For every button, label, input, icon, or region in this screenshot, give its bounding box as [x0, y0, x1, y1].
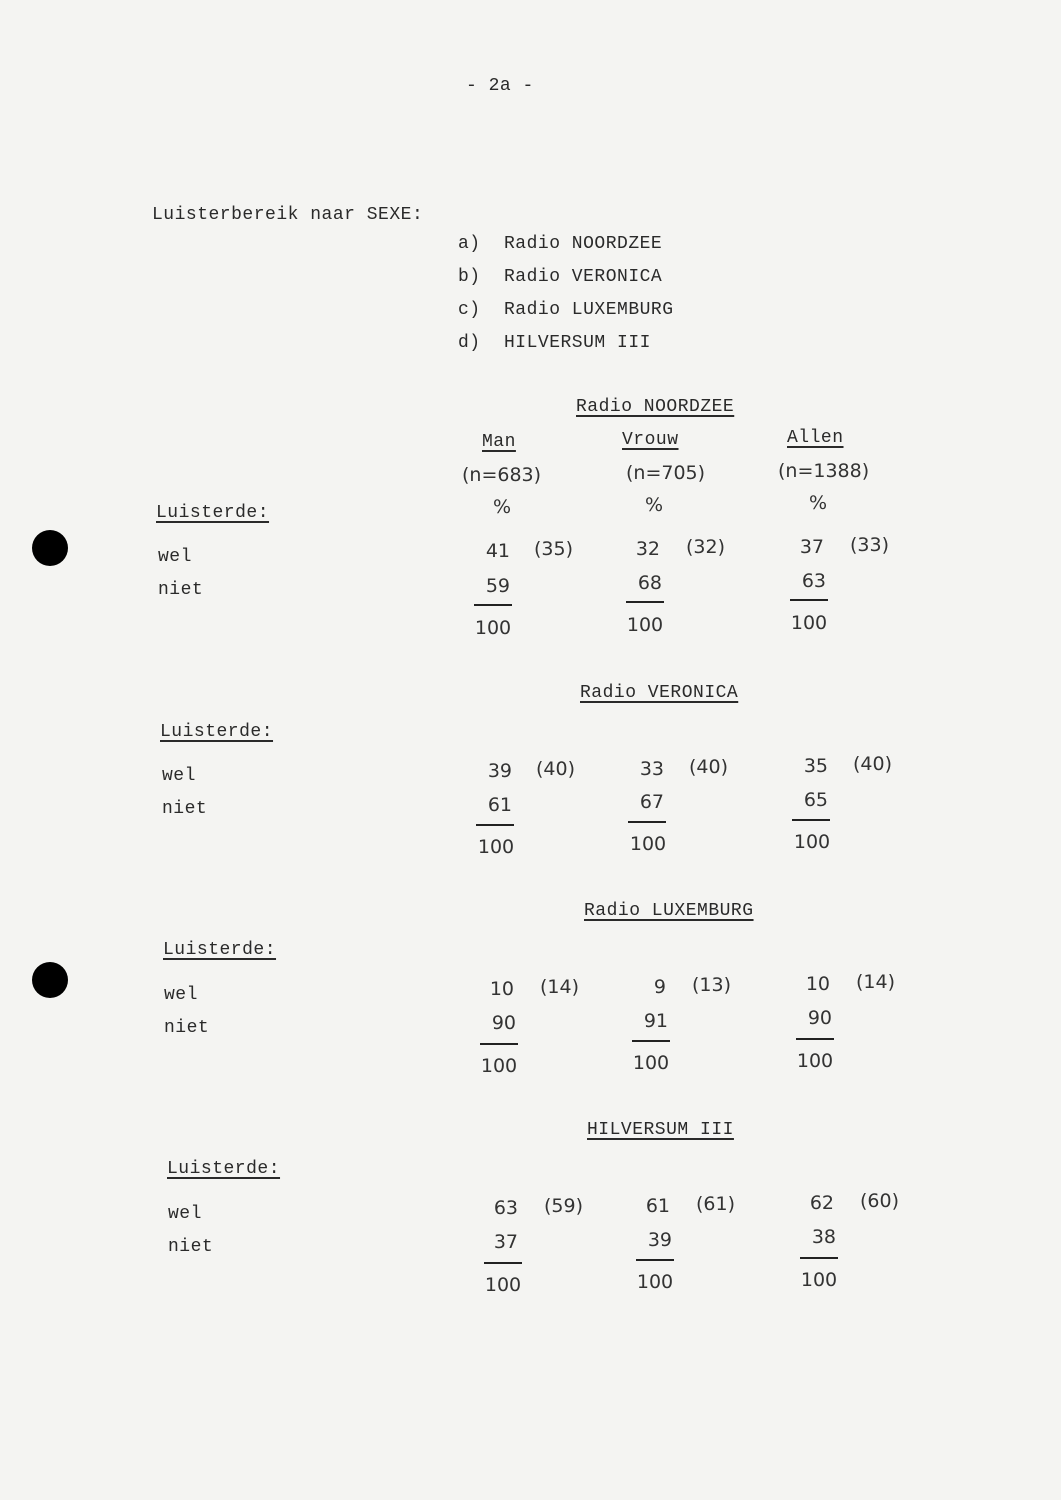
- sum-rule: [790, 599, 828, 601]
- value-prev-man: (35): [534, 538, 574, 560]
- value-wel-man: 39: [487, 760, 512, 782]
- value-total-allen: 100: [796, 1050, 834, 1072]
- station-list-item: Radio VERONICA: [504, 267, 663, 287]
- station-list-item: Radio NOORDZEE: [504, 234, 663, 254]
- value-wel-man: 63: [493, 1197, 518, 1219]
- column-header-allen: Allen: [787, 428, 844, 448]
- value-prev-allen: (60): [860, 1190, 900, 1212]
- column-n-allen: (n=1388): [778, 460, 870, 482]
- value-prev-allen: (14): [856, 971, 896, 993]
- sum-rule: [632, 1040, 670, 1042]
- value-total-man: 100: [480, 1055, 518, 1077]
- column-header-man: Man: [482, 432, 516, 452]
- row-label-wel: wel: [164, 985, 198, 1005]
- section-title: HILVERSUM III: [587, 1120, 734, 1140]
- row-group-label: Luisterde:: [156, 503, 270, 523]
- value-wel-man: 41: [485, 540, 510, 562]
- row-label-wel: wel: [162, 766, 196, 786]
- station-list-item: Radio LUXEMBURG: [504, 300, 674, 320]
- punch-hole: [32, 530, 68, 566]
- row-label-niet: niet: [164, 1018, 210, 1038]
- value-niet-man: 61: [487, 794, 512, 816]
- column-unit-vrouw: %: [644, 494, 664, 516]
- value-total-man: 100: [477, 836, 515, 858]
- column-unit-allen: %: [808, 492, 828, 514]
- value-wel-allen: 10: [805, 973, 830, 995]
- station-list-letter: d): [458, 333, 481, 353]
- station-list-letter: c): [458, 300, 481, 320]
- column-n-vrouw: (n=705): [626, 462, 706, 484]
- sum-rule: [474, 604, 512, 606]
- sum-rule: [626, 601, 664, 603]
- section-title: Radio LUXEMBURG: [584, 901, 754, 921]
- row-group-label: Luisterde:: [160, 722, 274, 742]
- value-prev-allen: (33): [850, 534, 890, 556]
- value-niet-vrouw: 91: [643, 1010, 668, 1032]
- value-wel-vrouw: 32: [635, 538, 660, 560]
- column-n-man: (n=683): [462, 464, 542, 486]
- value-niet-vrouw: 39: [647, 1229, 672, 1251]
- value-total-allen: 100: [790, 612, 828, 634]
- column-header-vrouw: Vrouw: [622, 430, 679, 450]
- row-group-label: Luisterde:: [167, 1159, 281, 1179]
- value-wel-vrouw: 61: [645, 1195, 670, 1217]
- value-wel-allen: 37: [799, 536, 824, 558]
- value-wel-allen: 62: [809, 1192, 834, 1214]
- row-group-label: Luisterde:: [163, 940, 277, 960]
- column-unit-man: %: [492, 496, 512, 518]
- section-title: Radio NOORDZEE: [576, 397, 735, 417]
- sum-rule: [480, 1043, 518, 1045]
- sum-rule: [800, 1257, 838, 1259]
- value-wel-vrouw: 9: [653, 976, 666, 998]
- value-prev-vrouw: (61): [696, 1193, 736, 1215]
- sum-rule: [484, 1262, 522, 1264]
- document-heading: Luisterbereik naar SEXE:: [152, 205, 424, 225]
- value-niet-vrouw: 67: [639, 791, 664, 813]
- row-label-niet: niet: [168, 1237, 214, 1257]
- value-prev-vrouw: (13): [692, 974, 732, 996]
- sum-rule: [636, 1259, 674, 1261]
- sum-rule: [792, 819, 830, 821]
- station-list-letter: a): [458, 234, 481, 254]
- value-prev-man: (40): [536, 758, 576, 780]
- value-total-vrouw: 100: [636, 1271, 674, 1293]
- value-total-vrouw: 100: [626, 614, 664, 636]
- row-label-niet: niet: [162, 799, 208, 819]
- value-niet-vrouw: 68: [637, 572, 662, 594]
- sum-rule: [628, 821, 666, 823]
- row-label-wel: wel: [158, 547, 192, 567]
- value-niet-man: 37: [493, 1231, 518, 1253]
- station-list-letter: b): [458, 267, 481, 287]
- value-niet-allen: 63: [801, 570, 826, 592]
- value-prev-man: (14): [540, 976, 580, 998]
- sum-rule: [796, 1038, 834, 1040]
- value-prev-allen: (40): [853, 753, 893, 775]
- value-total-vrouw: 100: [629, 833, 667, 855]
- value-total-allen: 100: [800, 1269, 838, 1291]
- value-prev-man: (59): [544, 1195, 584, 1217]
- value-total-allen: 100: [793, 831, 831, 853]
- value-prev-vrouw: (40): [689, 756, 729, 778]
- value-niet-man: 59: [485, 575, 510, 597]
- sum-rule: [476, 824, 514, 826]
- row-label-niet: niet: [158, 580, 204, 600]
- page-number: - 2a -: [466, 76, 534, 96]
- section-title: Radio VERONICA: [580, 683, 739, 703]
- value-prev-vrouw: (32): [686, 536, 726, 558]
- value-niet-allen: 90: [807, 1007, 832, 1029]
- value-wel-allen: 35: [803, 755, 828, 777]
- value-niet-allen: 65: [803, 789, 828, 811]
- value-niet-allen: 38: [811, 1226, 836, 1248]
- value-wel-vrouw: 33: [639, 758, 664, 780]
- row-label-wel: wel: [168, 1204, 202, 1224]
- value-total-man: 100: [484, 1274, 522, 1296]
- value-total-man: 100: [474, 617, 512, 639]
- station-list-item: HILVERSUM III: [504, 333, 651, 353]
- punch-hole: [32, 962, 68, 998]
- value-niet-man: 90: [491, 1012, 516, 1034]
- value-total-vrouw: 100: [632, 1052, 670, 1074]
- value-wel-man: 10: [489, 978, 514, 1000]
